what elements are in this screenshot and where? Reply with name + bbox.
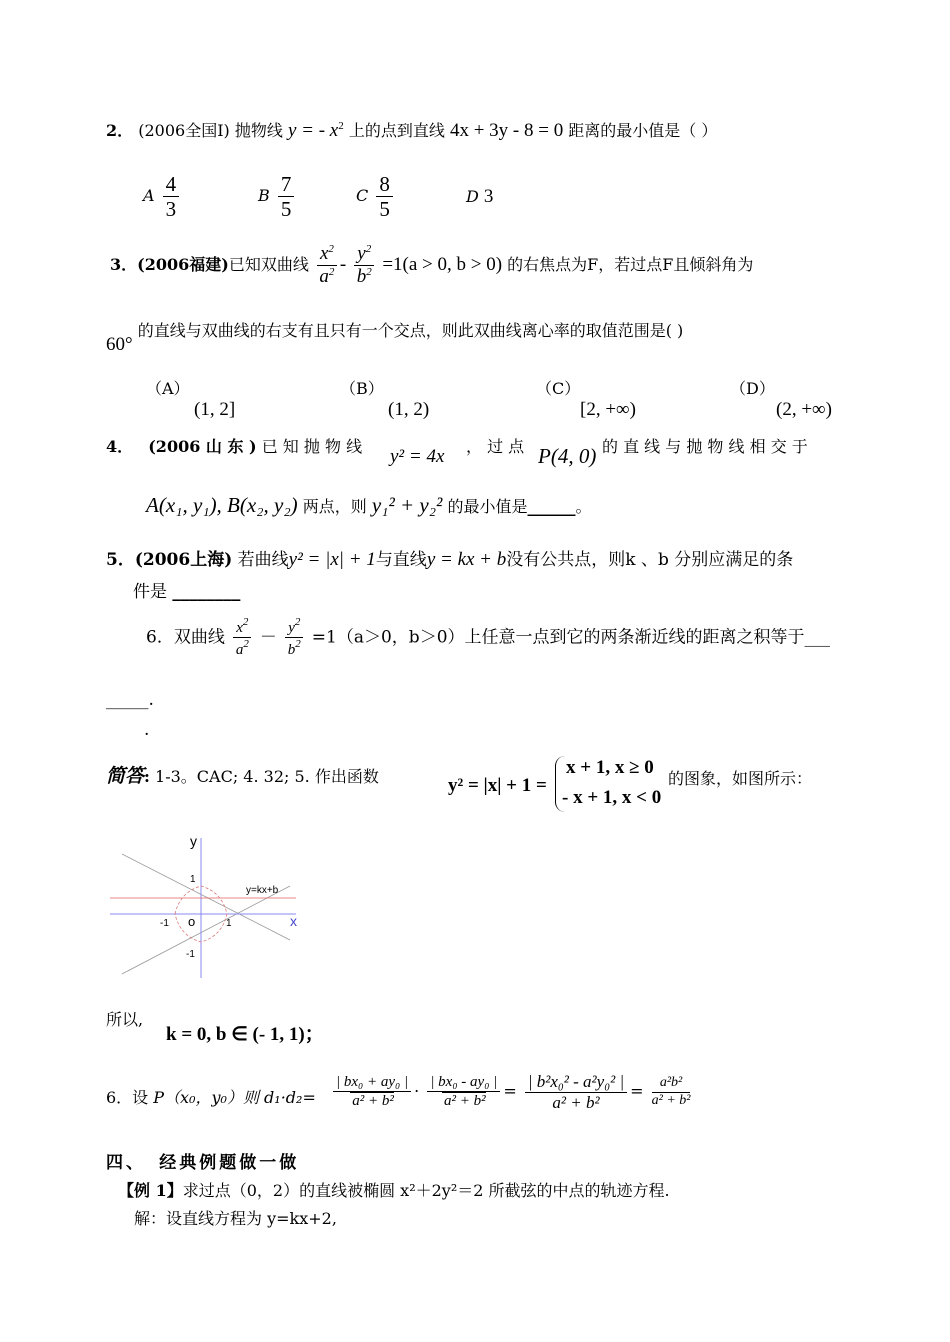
q5-number: 5． <box>106 550 135 570</box>
answer-line: 简答: 1-3。CAC; 4. 32; 5. 作出函数 <box>106 765 379 787</box>
q5-text3: 没有公共点，则k 、b 分别应满足的条 <box>506 550 794 570</box>
y-axis-label: y <box>190 833 197 849</box>
q3-angle: 60° <box>106 334 133 355</box>
q5-blank: ________ <box>172 582 241 602</box>
answer-func: y² = |x| + 1 = <box>448 775 547 796</box>
q6-frac-x: $\frac{x^2}{a^2}$ <box>233 616 251 660</box>
q2-text1: 抛物线 <box>234 121 283 140</box>
q5-line-eq: y = kx + b <box>426 549 507 570</box>
answer-title: 简答 <box>106 765 145 787</box>
q3-text2: 的右焦点为F，若过点F且倾斜角为 <box>507 254 754 274</box>
q6-line: 6．双曲线 $\frac{x^2}{a^2}$ － $\frac{y^2}{b^2}$ =1（a＞0，b＞0）上任意一点到它的两条渐近线的距离之积等于___ <box>146 616 831 659</box>
q4-line2: A(x₁, y₁), B(x₂, y₂) 两点，则 y₁² + y₂² 的最小值是______。 <box>146 493 592 517</box>
q2-option-b: B $\frac{7}{5}$ <box>258 172 297 221</box>
function-graph <box>100 832 310 982</box>
asymptote-1 <box>122 854 290 940</box>
q4-line1 <box>106 434 362 457</box>
asymptote-2 <box>122 886 290 974</box>
q6-text2: =1（a＞0，b＞0）上任意一点到它的两条渐近线的距离之积等于 <box>311 627 805 648</box>
q4-expr: y₁² + y₂² <box>371 493 443 517</box>
q4-blank: ______ <box>527 497 576 516</box>
q4-number: 4． <box>106 437 134 456</box>
q6-text1: 6．双曲线 <box>146 627 225 648</box>
q2-source: (2006全国Ⅰ) <box>138 121 230 140</box>
origin-label: o <box>188 914 196 929</box>
q6ans-frac1: $\frac{\text{| bx₀ + ay₀ |}}{\text{a² + b²}}$ <box>333 1074 411 1111</box>
q2-line: 2． (2006全国Ⅰ) 抛物线 y = - $x^2$ 上的点到直线 4x + 3y - 8 = 0 距离的最小值是（ ） <box>106 120 718 141</box>
tick-y-neg1: -1 <box>186 949 195 960</box>
q5-curve: y² = |x| + 1 <box>288 549 376 570</box>
q4-curve: y² = 4x <box>390 446 445 467</box>
q3-number: 3． <box>110 254 138 274</box>
q4-text5: 的最小值是 <box>447 497 528 516</box>
q3-text1: 已知双曲线 <box>228 254 309 274</box>
q2-option-c: C $\frac{8}{5}$ <box>356 172 396 221</box>
solution-line: 解：设直线方程为 y=kx+2, <box>134 1209 337 1228</box>
answer-text: 1-3。CAC; 4. 32; 5. 作出函数 <box>155 767 379 786</box>
tick-y-1: 1 <box>190 874 196 885</box>
line-label: y=kx+b <box>246 885 279 896</box>
q3-line2 <box>106 318 684 355</box>
q4-source: (2006 山 东 ) <box>148 437 257 456</box>
answer-case2: - x + 1, x < 0 <box>562 787 662 808</box>
q2-curve: y = - x <box>287 120 339 141</box>
q6ans-line: 6．设 P（x₀，y₀）则 d₁·d₂= <box>106 1088 316 1107</box>
q4-points: A(x₁, y₁), B(x₂, y₂) <box>146 493 298 517</box>
q6ans-frac3: $\frac{\text{| b²x₀² - a²y₀² |}}{\text{a² + b²}}$ <box>525 1072 627 1112</box>
q5-line1 <box>106 545 793 571</box>
q4-text1: 已 知 抛 物 线 <box>261 437 363 456</box>
tick-x-1: 1 <box>226 918 232 929</box>
q6ans-frac4: $\frac{\text{a²b²}}{\text{a² + b²}}$ <box>651 1075 691 1108</box>
q2-text2: 上的点到直线 <box>348 121 445 140</box>
q3-cond: =1(a > 0, b > 0) <box>382 253 503 275</box>
section4-heading: 四、 经典例题做一做 <box>106 1153 300 1173</box>
q4-text2: ， 过 点 <box>466 437 525 456</box>
tick-x-neg1: -1 <box>160 918 169 929</box>
q3-frac-y: $\frac{y^2}{b^2}$ <box>354 243 374 288</box>
q6ans-fractions: $\frac{\text{| bx₀ + ay₀ |}}{\text{a² + b²}}$ · $\frac{\text{| bx₀ - ay₀ |}}{\text{a² + b²}}$ = $\frac{\text{| b²x₀² - a²y₀² |}}{\text{a² + b²}}$ = $\frac{\text{a²b²}}{\text{a² + b²}}$ <box>330 1072 693 1112</box>
q5-source: (2006上海) <box>134 550 233 570</box>
q3-text3: 的直线与双曲线的右支有且只有一个交点，则此双曲线离心率的取值范围是( ) <box>137 321 684 340</box>
q2-line-eq: 4x + 3y - 8 = 0 <box>449 120 564 141</box>
q5-text1: 若曲线 <box>237 550 289 570</box>
q5-text2: 与直线 <box>375 550 427 570</box>
q4-point: P(4, 0) <box>538 444 597 468</box>
q6-blank1: ___ <box>804 627 831 648</box>
so-result: k = 0, b ∈ (- 1, 1)； <box>166 1024 324 1045</box>
q3-source: (2006福建) <box>137 254 229 274</box>
q2-option-a: A $\frac{4}{3}$ <box>143 172 182 221</box>
q5-line2: 件是 ________ <box>133 582 241 602</box>
example1-line <box>118 1178 670 1201</box>
q2-option-d: D 3 <box>466 186 494 207</box>
q4-text4: 两点，则 <box>302 497 367 516</box>
q2-text3: 距离的最小值是（ ） <box>568 121 718 140</box>
q3-option-d: （D） (2, +∞) <box>730 379 832 420</box>
q3-frac-x: $\frac{x^2}{a^2}$ <box>317 243 337 288</box>
q3-option-c: （C） [2, +∞) <box>536 379 636 420</box>
q6-blank2: _____. <box>106 690 154 710</box>
q3-option-b: （B） (1, 2) <box>340 379 430 420</box>
q6-frac-y: $\frac{y^2}{b^2}$ <box>285 616 303 660</box>
so-text: 所以, <box>106 1010 144 1029</box>
q6ans-frac2: $\frac{\text{| bx₀ - ay₀ |}}{\text{a² + b²}}$ <box>427 1074 500 1111</box>
x-axis-label: x <box>290 913 297 929</box>
example1-text: 求过点（0，2）的直线被椭圆 x²＋2y²＝2 所截弦的中点的轨迹方程. <box>182 1181 670 1200</box>
q2-number: 2． <box>106 121 134 140</box>
q6-dot: . <box>144 720 150 740</box>
q3-line1: 3．(2006福建)已知双曲线 $\frac{x^2}{a^2}$ - $\frac{y^2}{b^2}$ =1(a > 0, b > 0) 的右焦点为F，若过点F且倾斜角为 <box>110 243 754 287</box>
q3-option-a: （A） (1, 2] <box>146 379 236 420</box>
answer-after: 的图象，如图所示： <box>668 769 813 788</box>
answer-case1: x + 1, x ≥ 0 <box>566 757 654 778</box>
example1-label: 【例 1】 <box>118 1181 183 1200</box>
q4-text3: 的 直 线 与 抛 物 线 相 交 于 <box>602 437 808 456</box>
